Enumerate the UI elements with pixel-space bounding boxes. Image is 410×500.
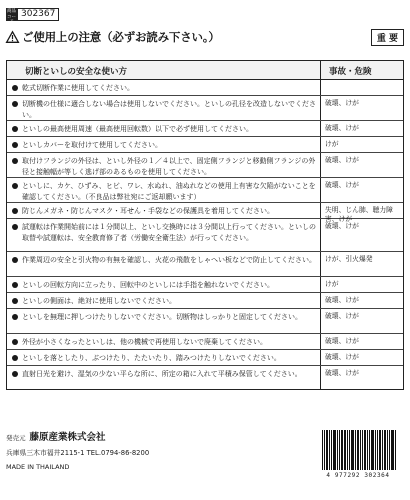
bullet-icon: [12, 339, 18, 345]
bullet-icon: [12, 85, 18, 91]
risk-cell: 破壊、けが: [320, 96, 403, 120]
seller-address: 兵庫県三木市福井2115-1 TEL.0794-86-8200: [6, 449, 150, 457]
bullet-icon: [12, 142, 18, 148]
bullet-icon: [12, 371, 18, 377]
instruction-text: といしに、カケ、ひずみ、ヒビ、ワレ、水ぬれ、油ぬれなどの使用上有害な欠陥がないことを確認してください。（不良品は弊社宛にご返却願います）: [22, 182, 316, 201]
safety-instruction: [7, 178, 320, 202]
table-header: [7, 61, 403, 80]
table-row: [7, 334, 403, 350]
instruction-text: といしの最高使用周速（最高使用回転数）以下で必ず使用してください。: [22, 125, 253, 133]
safety-instruction: [7, 96, 320, 120]
safety-instruction: [7, 137, 320, 152]
risk-cell: 破壊、けが: [320, 334, 403, 349]
table-row: [7, 96, 403, 121]
seller-label: 発売元: [6, 434, 26, 442]
bullet-icon: [12, 298, 18, 304]
safety-instruction: [7, 350, 320, 365]
warning-icon: [6, 31, 19, 43]
safety-instruction: [7, 293, 320, 308]
safety-instruction: [7, 121, 320, 136]
instruction-text: 防じんメガネ・防じんマスク・耳せん・手袋などの保護具を着用してください。: [22, 207, 274, 215]
important-badge: 重 要: [371, 29, 404, 46]
table-row: [7, 350, 403, 366]
instruction-text: 直射日光を避け、湿気の少ない平らな所に、所定の箱に入れて平積み保管してください。: [22, 370, 302, 378]
instruction-text: 切断機の仕様に適合しない場合は使用しないでください。といしの孔径を改造しないでください。: [22, 100, 316, 119]
instruction-text: 取付けフランジの外径は、といし外径の１／４以上で、固定側フランジと移動側フランジの外径と接触幅が等しく逃げ部のあるものを使用してください。: [22, 157, 316, 176]
bullet-icon: [12, 101, 18, 107]
seller-name: 藤原産業株式会社: [29, 432, 106, 443]
product-code-box: [6, 8, 59, 25]
instruction-text: 試運転は作業開始前には１分間以上、といし交換時には３分間以上行ってください。といしの取替や試運転は、安全教育修了者（労働安全衛生法）が行ってください。: [22, 223, 316, 242]
table-row: [7, 293, 403, 309]
safety-instruction: [7, 366, 320, 389]
table-body: [7, 80, 403, 389]
table-row: [7, 121, 403, 137]
bullet-icon: [12, 224, 18, 230]
safety-instruction: [7, 334, 320, 349]
instruction-text: といしの側面は、絶対に使用しないでください。: [22, 297, 176, 305]
table-row: [7, 137, 403, 153]
risk-cell: 破壊、けが: [320, 121, 403, 136]
table-row: [7, 309, 403, 334]
safety-instruction: [7, 219, 320, 251]
risk-cell: 破壊、けが: [320, 293, 403, 308]
country-of-origin: MADE IN THAILAND: [6, 463, 70, 471]
table-row: [7, 153, 403, 178]
risk-cell: 破壊、けが: [320, 153, 403, 177]
bullet-icon: [12, 126, 18, 132]
table-row: [7, 252, 403, 277]
instruction-text: 乾式切断作業に使用してください。: [22, 84, 134, 92]
safety-instruction: [7, 203, 320, 218]
risk-cell: 破壊、けが: [320, 178, 403, 202]
bullet-icon: [12, 183, 18, 189]
safety-table: [6, 60, 404, 390]
instruction-text: 作業周辺の安全と引火物の有無を確認し、火花の飛散をしゃへい板などで防止してください。: [22, 256, 316, 264]
risk-cell: けが: [320, 137, 403, 152]
risk-cell: 破壊、けが: [320, 366, 403, 389]
risk-cell: 破壊、けが: [320, 309, 403, 333]
risk-cell: 破壊、けが: [320, 219, 403, 251]
table-row: [7, 203, 403, 223]
table-row: [7, 80, 403, 96]
bullet-icon: [12, 314, 18, 320]
header-risk: 事故・危険: [320, 61, 403, 79]
safety-instruction: [7, 153, 320, 177]
header-safe-usage: 切断といしの安全な使い方: [25, 67, 128, 77]
table-row: [7, 366, 403, 389]
risk-cell: けが: [320, 277, 403, 292]
risk-cell: 失明、じん肺、聴力障害、けが: [320, 203, 403, 218]
risk-cell: [320, 80, 403, 95]
caution-title: ご使用上の注意（必ずお読み下さい。）: [22, 30, 220, 44]
product-code-number: 302367: [17, 8, 59, 21]
barcode-bars-icon: [322, 430, 398, 470]
bullet-icon: [12, 257, 18, 263]
risk-cell: 破壊、けが: [320, 350, 403, 365]
bullet-icon: [12, 282, 18, 288]
safety-instruction: [7, 309, 320, 333]
table-row: [7, 277, 403, 293]
bullet-icon: [12, 355, 18, 361]
barcode-number: 4 977292 302364: [326, 472, 390, 479]
bullet-icon: [12, 208, 18, 214]
caution-heading: [6, 28, 404, 46]
instruction-text: といしを落としたり、ぶつけたり、たたいたり、踏みつけたりしないでください。: [22, 354, 281, 362]
instruction-text: といしカバーを取付けて使用してください。: [22, 141, 162, 149]
instruction-text: といしを無理に押しつけたりしないでください。切断物はしっかりと固定してください。: [22, 313, 302, 321]
safety-instruction: [7, 277, 320, 292]
instruction-text: 外径が小さくなったといしは、他の機械で再使用しないで廃棄してください。: [22, 338, 267, 346]
safety-instruction: [7, 80, 320, 95]
risk-cell: けが、引火爆発: [320, 252, 403, 276]
barcode: [316, 428, 400, 484]
table-row: [7, 219, 403, 252]
table-row: [7, 178, 403, 203]
safety-instruction: [7, 252, 320, 276]
bullet-icon: [12, 158, 18, 164]
instruction-text: といしの回転方向に立ったり、回転中のといしには手指を触れないでください。: [22, 281, 274, 289]
product-code-tag: 商品コード: [7, 9, 16, 25]
